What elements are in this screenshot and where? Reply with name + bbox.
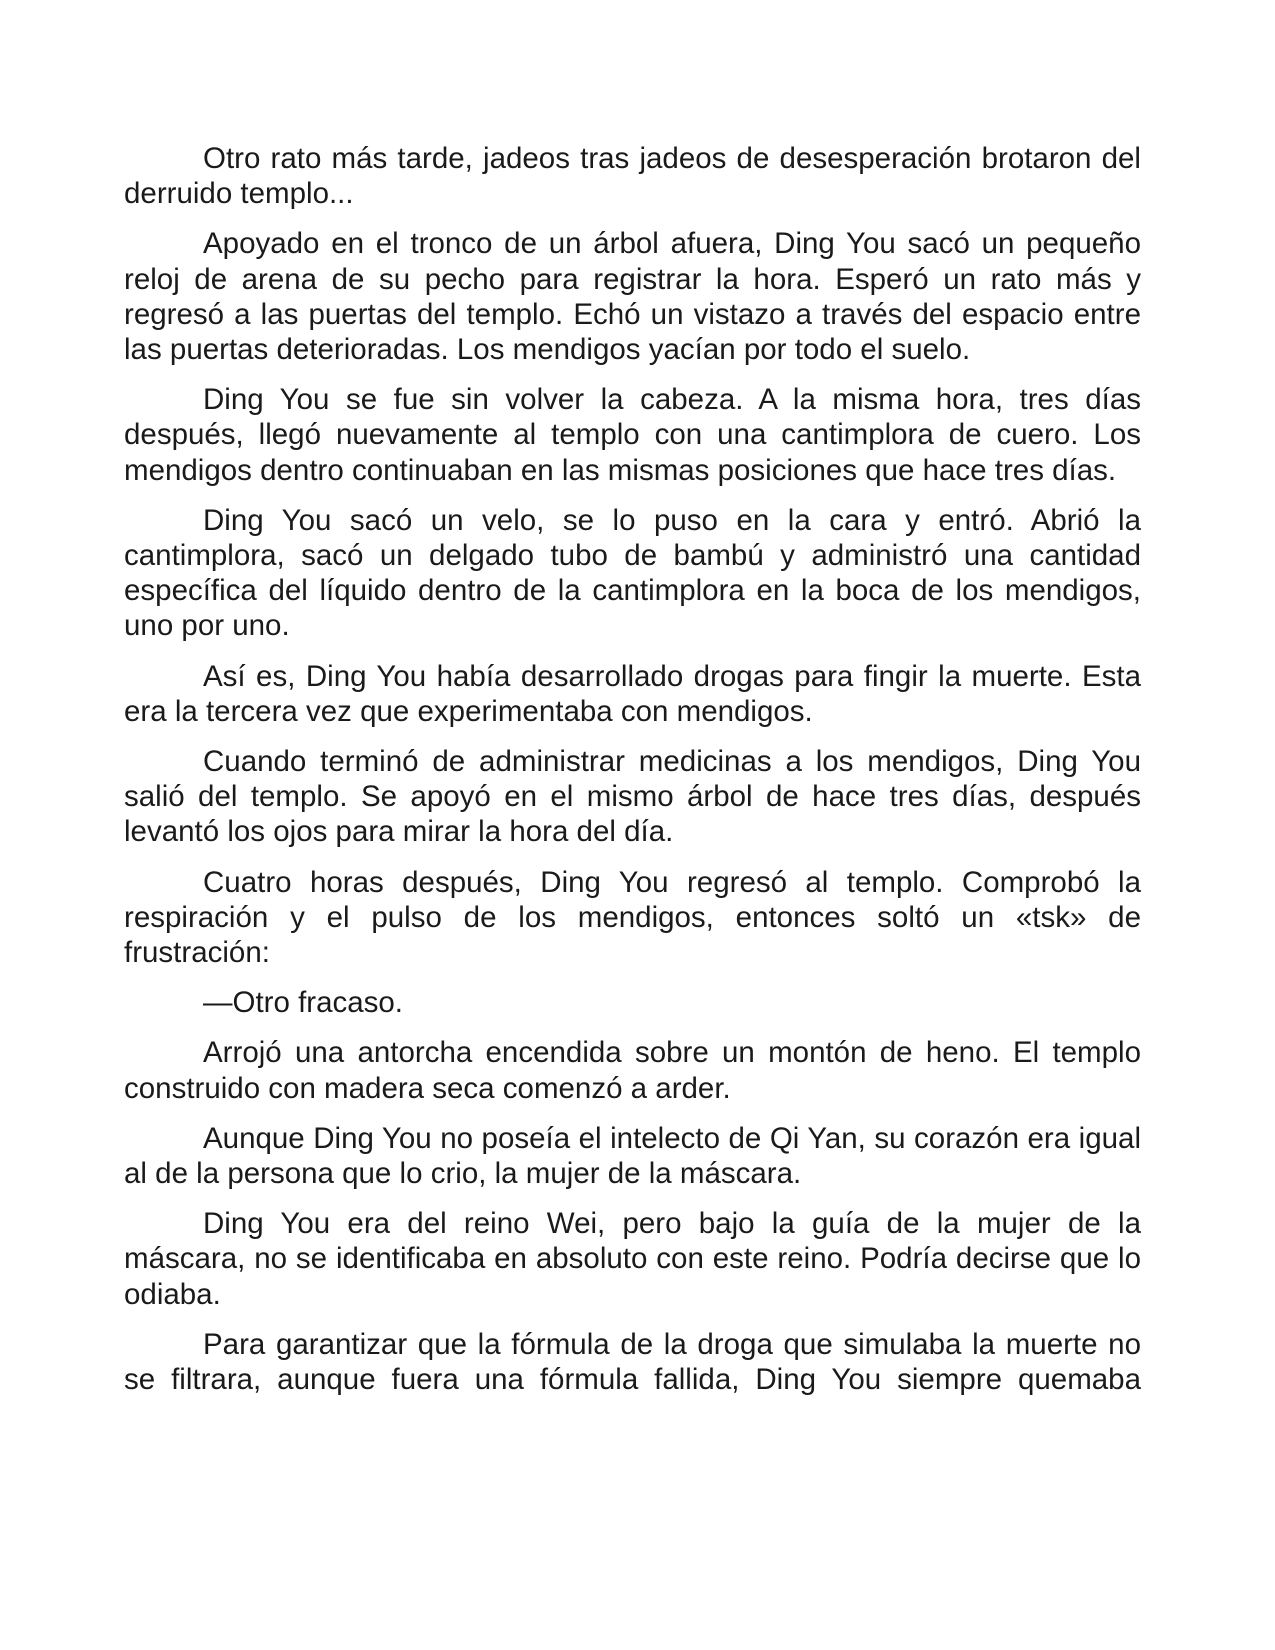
paragraph-3: Ding You se fue sin volver la cabeza. A la misma hora, tres días después, llegó nuevamente al templo con una cantimplora de cuero. Los mendigos dentro continuaban en las mismas posiciones que hace tres días.: [124, 383, 1141, 487]
paragraph-9: Arrojó una antorcha encendida sobre un montón de heno. El templo construido con madera seca comenzó a arder.: [124, 1036, 1141, 1105]
paragraph-12: Para garantizar que la fórmula de la droga que simulaba la muerte no se filtrara, aunque fuera una fórmula fallida, Ding You siempre quemaba: [124, 1327, 1141, 1397]
paragraph-4: Ding You sacó un velo, se lo puso en la cara y entró. Abrió la cantimplora, sacó un delgado tubo de bambú y administró una cantidad específica del líquido dentro de la cantimplora en la boca de los mendigos, uno por uno.: [124, 503, 1141, 643]
paragraph-10: Aunque Ding You no poseía el intelecto de Qi Yan, su corazón era igual al de la persona que lo crio, la mujer de la máscara.: [124, 1121, 1141, 1191]
paragraph-6: Cuando terminó de administrar medicinas a los mendigos, Ding You salió del templo. Se apoyó en el mismo árbol de hace tres días, después levantó los ojos para mirar la hora del día.: [124, 745, 1141, 849]
paragraph-8-dialogue: —Otro fracaso.: [203, 986, 404, 1020]
paragraph-7: Cuatro horas después, Ding You regresó al templo. Comprobó la respiración y el pulso de los mendigos, entonces soltó un «tsk» de frustración:: [124, 865, 1141, 970]
paragraph-2: Apoyado en el tronco de un árbol afuera, Ding You sacó un pequeño reloj de arena de su pecho para registrar la hora. Esperó un rato más y regresó a las puertas del templo. Echó un vistazo a través del espacio entre las puertas deterioradas. Los mendigos yacían por todo el suelo.: [124, 227, 1141, 367]
paragraph-11: Ding You era del reino Wei, pero bajo la guía de la mujer de la máscara, no se identificaba en absoluto con este reino. Podría decirse que lo odiaba.: [124, 1207, 1141, 1311]
document-page: [124, 141, 1141, 1397]
paragraph-5: Así es, Ding You había desarrollado drogas para fingir la muerte. Esta era la tercera vez que experimentaba con mendigos.: [124, 659, 1141, 728]
paragraph-1: Otro rato más tarde, jadeos tras jadeos de desesperación brotaron del derruido templo...: [124, 142, 1141, 211]
